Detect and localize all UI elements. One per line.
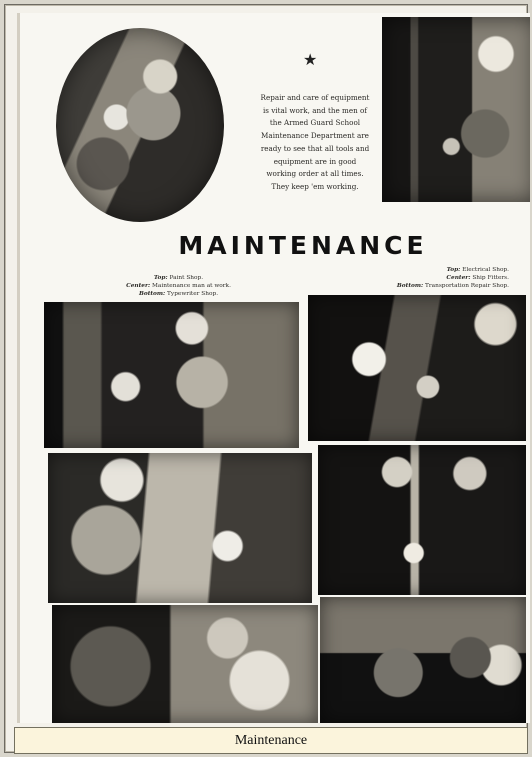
paint-shop-photo xyxy=(56,28,224,222)
star-icon: ★ xyxy=(303,50,318,69)
page-title: MAINTENANCE xyxy=(178,231,428,260)
right-bottom-caption-label: Bottom: xyxy=(396,283,424,290)
maintenance-photo-5 xyxy=(52,605,318,723)
left-center-caption-text: Maintenance man at work. xyxy=(152,283,231,290)
left-top-caption-label: Top: xyxy=(153,275,168,281)
scanned-page-frame xyxy=(4,4,528,753)
left-bottom-caption-text: Typewriter Shop. xyxy=(167,291,219,298)
right-caption xyxy=(385,266,509,291)
maintenance-photo-1 xyxy=(44,302,299,448)
right-bottom-caption-text: Transportation Repair Shop. xyxy=(425,283,509,290)
right-top-caption-label: Top: xyxy=(446,267,461,273)
electrical-shop-photo xyxy=(382,17,530,202)
right-top-caption-text: Electrical Shop. xyxy=(462,267,509,273)
maintenance-photo-4 xyxy=(318,445,526,595)
right-center-caption-text: Ship Fitters. xyxy=(472,275,509,282)
right-center-caption-label: Center: xyxy=(446,275,471,282)
maintenance-photo-2 xyxy=(308,295,526,441)
left-caption xyxy=(117,274,240,299)
maintenance-photo-3 xyxy=(48,453,312,603)
maintenance-photo-6 xyxy=(320,597,526,723)
page-label: Maintenance xyxy=(234,732,308,748)
left-bottom-caption-label: Bottom: xyxy=(138,291,166,298)
intro-paragraph: Repair and care of equipment is vital work, and the men of the Armed Guard School Maintenance Department are ready to see that all tools and equipment are in good working order at all times. They keep 'em working. xyxy=(260,93,370,191)
left-top-caption-text: Paint Shop. xyxy=(169,275,204,281)
yearbook-page xyxy=(17,13,530,723)
left-center-caption-label: Center: xyxy=(126,283,151,290)
page-label-bar xyxy=(14,727,528,754)
